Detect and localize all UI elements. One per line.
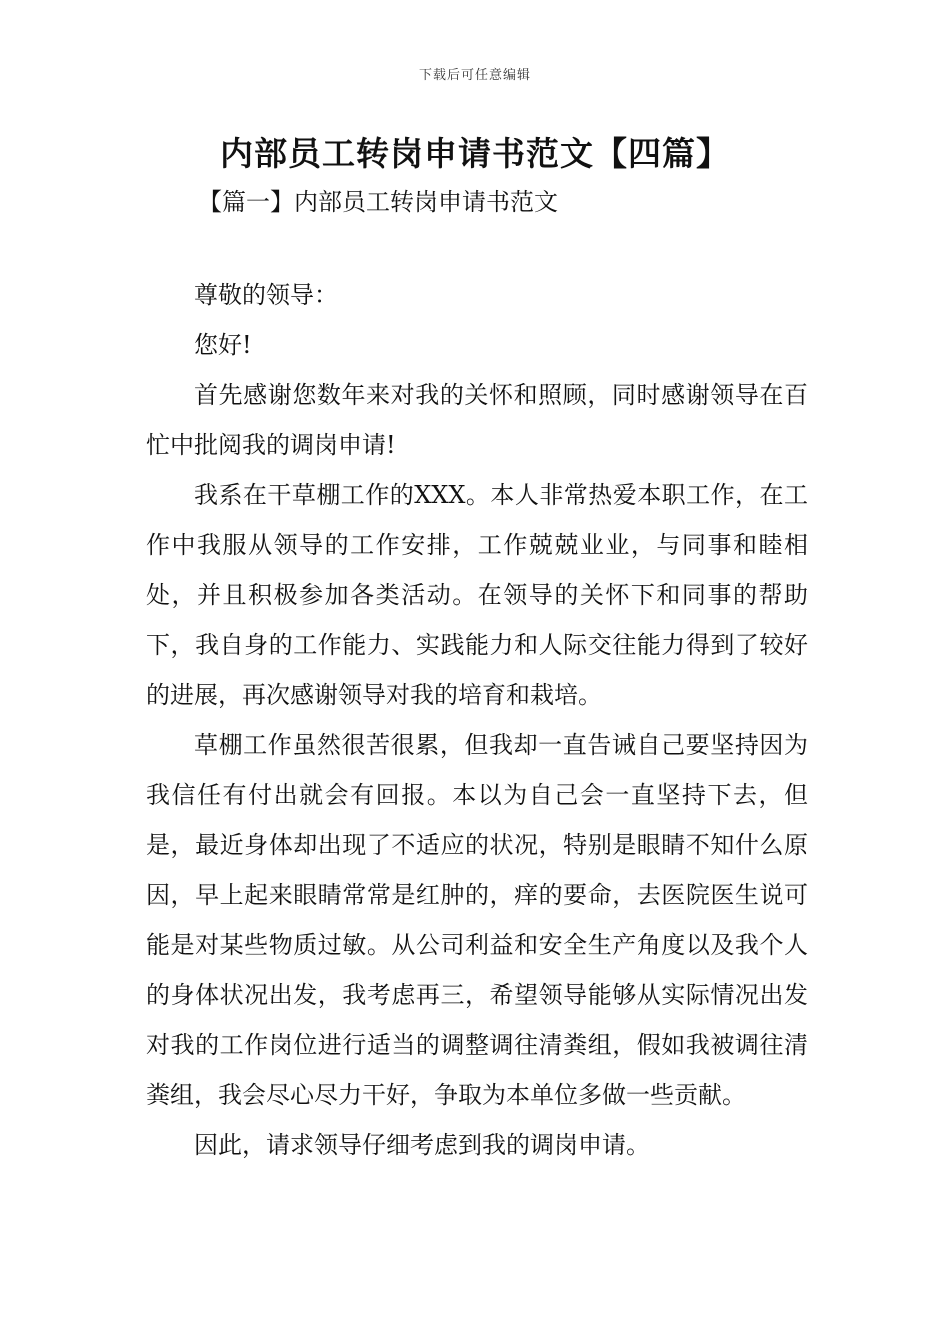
paragraph: 我系在干草棚工作的XXX。本人非常热爱本职工作，在工作中我服从领导的工作安排，工作兢兢业业，与同事和睦相处，并且积极参加各类活动。在领导的关怀下和同事的帮助下，我自身的工作能力、实践能力和人际交往能力得到了较好的进展，再次感谢领导对我的培育和栽培。	[146, 481, 808, 709]
paragraph: 首先感谢您数年来对我的关怀和照顾，同时感谢领导在百忙中批阅我的调岗申请!	[146, 381, 808, 459]
page-header-note: 下载后可任意编辑	[418, 68, 531, 83]
paragraph: 草棚工作虽然很苦很累，但我却一直告诫自己要坚持因为我信任有付出就会有回报。本以为自己会一直坚持下去，但是，最近身体却出现了不适应的状况，特别是眼睛不知什么原因，早上起来眼睛常常是红肿的，痒的要命，去医院医生说可能是对某些物质过敏。从公司利益和安全生产角度以及我个人的身体状况出发，我考虑再三，希望领导能够从实际情况出发对我的工作岗位进行适当的调整调往清粪组，假如我被调往清粪组，我会尽心尽力干好，争取为本单位多做一些贡献。	[146, 731, 808, 1109]
section-title: 【篇一】内部员工转岗申请书范文	[198, 188, 558, 216]
greeting: 您好!	[194, 331, 252, 359]
salutation: 尊敬的领导：	[194, 281, 338, 309]
letter-body	[146, 270, 808, 1170]
paragraph: 因此，请求领导仔细考虑到我的调岗申请。	[194, 1131, 650, 1159]
document-title: 内部员工转岗申请书范文【四篇】	[220, 134, 730, 173]
